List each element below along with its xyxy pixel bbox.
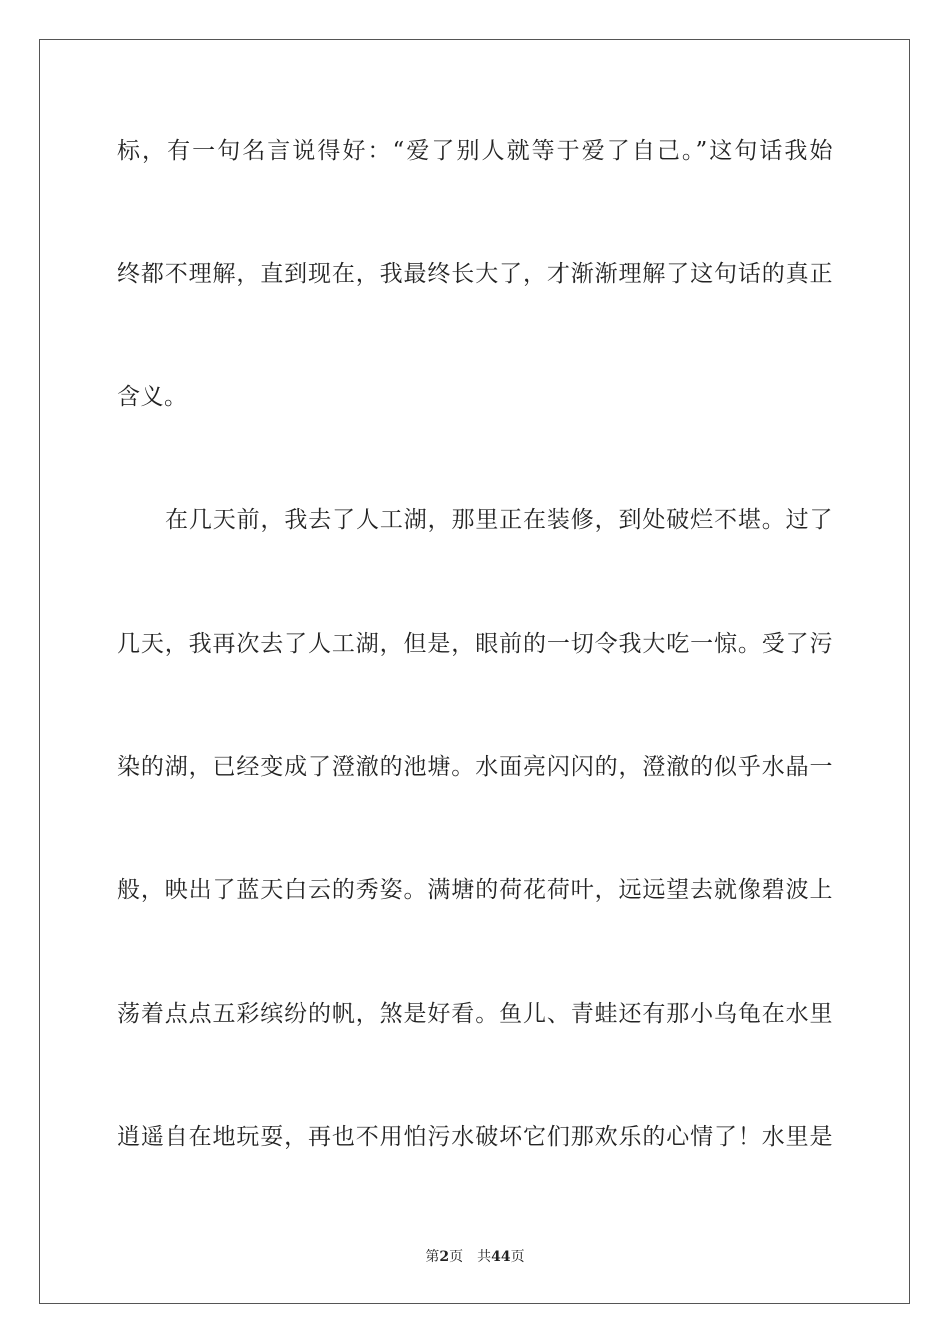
total-prefix: 共 xyxy=(477,1249,492,1265)
page-number: 2 xyxy=(439,1249,450,1265)
text-line-6: 染的湖，已经变成了澄澈的池塘。水面亮闪闪的，澄澈的似乎水晶一 xyxy=(117,754,833,780)
text-line-1: 标，有一句名言说得好：“爱了别人就等于爱了自己。”这句话我始 xyxy=(117,138,833,164)
text-line-4: 在几天前，我去了人工湖，那里正在装修，到处破烂不堪。过了 xyxy=(165,507,833,533)
page-footer xyxy=(0,1248,950,1266)
page-border xyxy=(39,39,910,1304)
page-prefix: 第 xyxy=(425,1249,440,1265)
text-line-5: 几天，我再次去了人工湖，但是，眼前的一切令我大吃一惊。受了污 xyxy=(117,631,833,657)
text-line-3: 含义。 xyxy=(117,384,188,410)
text-line-7: 般，映出了蓝天白云的秀姿。满塘的荷花荷叶，远远望去就像碧波上 xyxy=(117,877,833,903)
text-line-9: 逍遥自在地玩耍，再也不用怕污水破坏它们那欢乐的心情了！水里是 xyxy=(117,1124,833,1150)
total-pages: 44 xyxy=(491,1249,511,1265)
text-line-2: 终都不理解，直到现在，我最终长大了，才渐渐理解了这句话的真正 xyxy=(117,261,833,287)
text-line-8: 荡着点点五彩缤纷的帆，煞是好看。鱼儿、青蛙还有那小乌龟在水里 xyxy=(117,1001,833,1027)
total-suffix: 页 xyxy=(510,1249,525,1265)
page-suffix: 页 xyxy=(449,1249,464,1265)
